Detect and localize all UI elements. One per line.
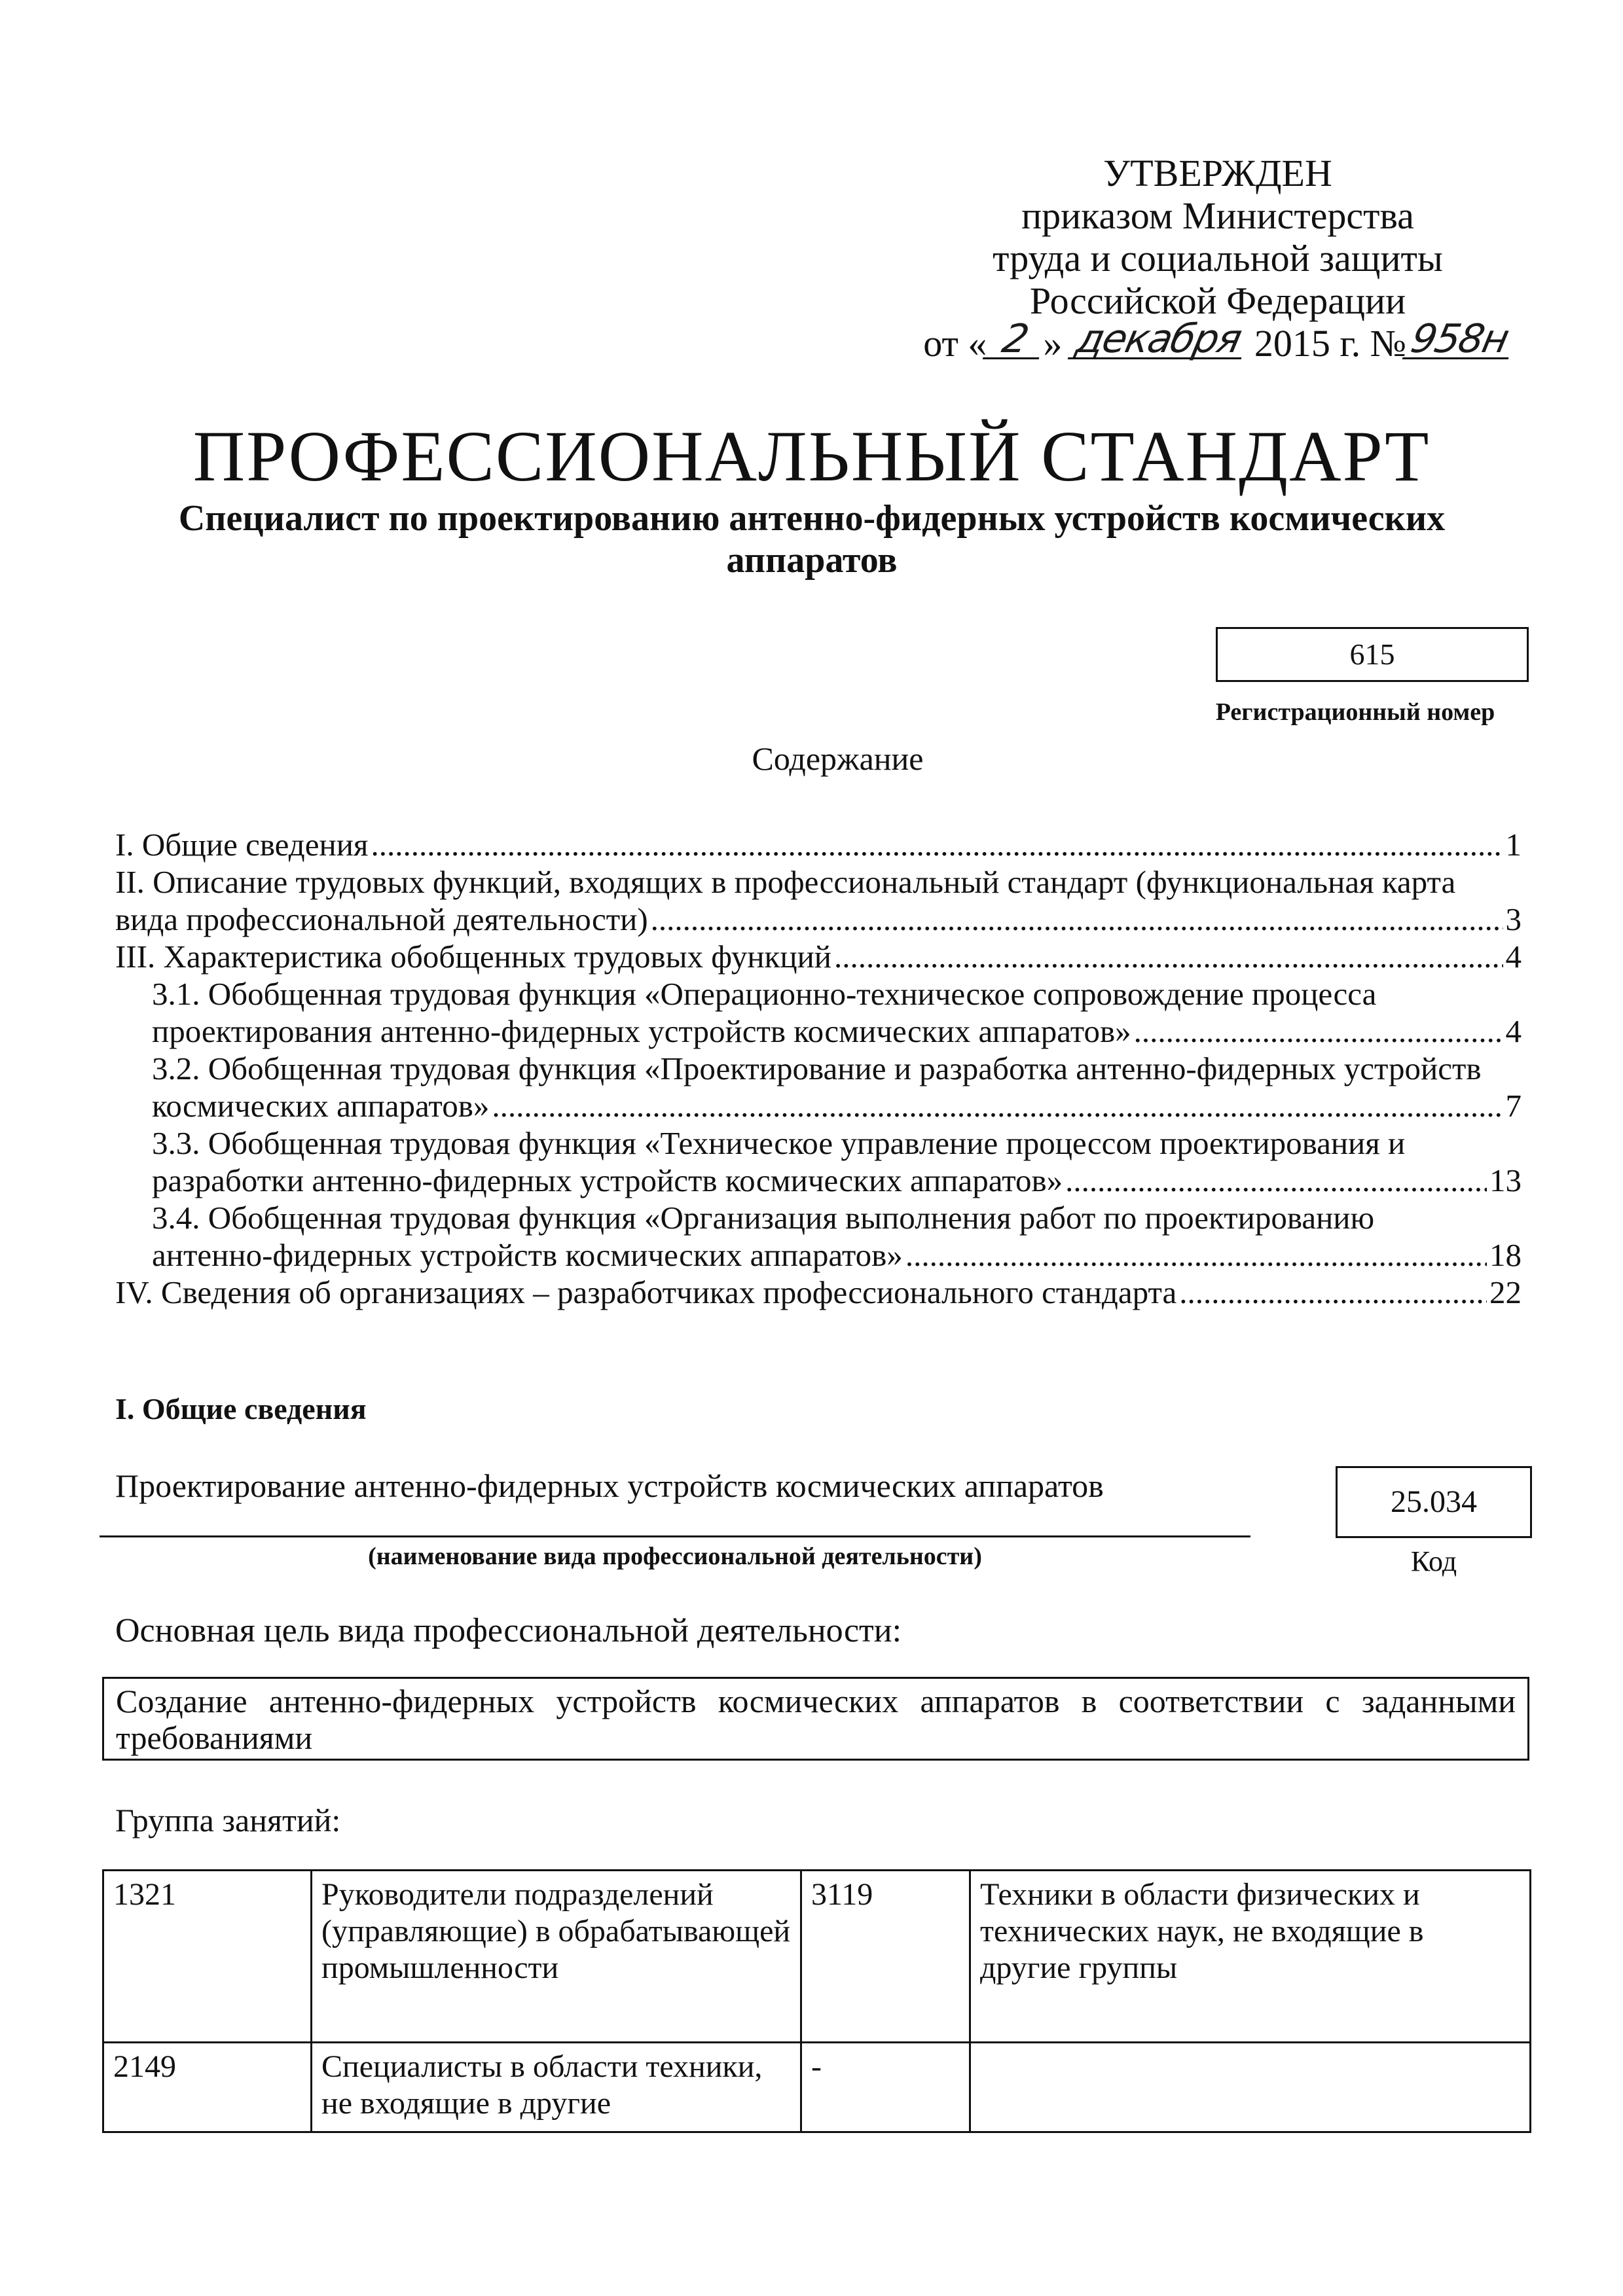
date-prefix: от « xyxy=(923,322,987,365)
approval-status: УТВЕРЖДЕН xyxy=(1103,152,1332,194)
toc-entry-text: III. Характеристика обобщенных трудовых функций xyxy=(115,939,832,975)
table-of-contents xyxy=(115,826,1522,1311)
occupation-name-cell: Техники в области физических и технических наук, не входящие в другие группы xyxy=(970,1871,1531,2043)
toc-leader-dots xyxy=(1065,1162,1487,1199)
document-subtitle: Специалист по проектированию антенно-фидерных устройств космических аппаратов xyxy=(178,498,1446,581)
occupation-name-cell xyxy=(970,2043,1531,2132)
registration-number-box: 615 xyxy=(1216,627,1529,682)
toc-leader-dots xyxy=(1134,1013,1503,1050)
toc-entry-page: 13 xyxy=(1489,1162,1522,1198)
toc-entry-text: I. Общие сведения xyxy=(115,827,369,863)
toc-leader-dots xyxy=(492,1087,1503,1124)
handwritten-day: 2 xyxy=(983,321,1048,359)
toc-entry[interactable] xyxy=(115,1124,1522,1199)
occupation-name-text: Специалисты в области техники, не входящие в другие xyxy=(321,2049,763,2121)
toc-entry-page: 4 xyxy=(1505,939,1522,975)
section-heading: I. Общие сведения xyxy=(115,1392,367,1426)
approval-ministry-line: труда и социальной защиты xyxy=(993,237,1443,279)
toc-entry[interactable] xyxy=(115,1199,1522,1274)
toc-leader-dots xyxy=(905,1236,1487,1274)
toc-entry-text: антенно-фидерных устройств космических аппаратов» xyxy=(152,1237,903,1273)
activity-name: Проектирование антенно-фидерных устройств космических аппаратов xyxy=(115,1467,1104,1504)
toc-entry-page: 22 xyxy=(1489,1274,1522,1310)
table-row xyxy=(103,2043,1531,2132)
toc-entry-text: проектирования антенно-фидерных устройств космических аппаратов» xyxy=(152,1013,1131,1049)
goal-label: Основная цель вида профессиональной деятельности: xyxy=(115,1612,902,1649)
approval-date-line xyxy=(910,316,1525,365)
toc-entry-page: 3 xyxy=(1505,901,1522,937)
activity-code-box: 25.034 xyxy=(1336,1466,1532,1538)
toc-entry-text: космических аппаратов» xyxy=(152,1088,490,1124)
toc-heading: Содержание xyxy=(752,740,924,777)
activity-caption: (наименование вида профессиональной деятельности) xyxy=(368,1543,982,1570)
approval-order-line: приказом Министерства xyxy=(1021,194,1414,237)
toc-entry-first-line: 3.4. Обобщенная трудовая функция «Организация выполнения работ по проектированию xyxy=(152,1200,1375,1236)
document-title: ПРОФЕССИОНАЛЬНЫЙ СТАНДАРТ xyxy=(192,416,1431,496)
occupation-name-cell xyxy=(312,2043,801,2132)
toc-entry-page: 7 xyxy=(1505,1088,1522,1124)
activity-code-caption: Код xyxy=(1410,1545,1457,1577)
toc-entry-page: 18 xyxy=(1489,1237,1522,1273)
handwritten-order-number: 958н xyxy=(1402,321,1516,359)
toc-entry[interactable] xyxy=(115,826,1522,863)
occupation-group-table xyxy=(102,1869,1531,2133)
goal-text-box: Создание антенно-фидерных устройств космических аппаратов в соответствии с заданными требованиями xyxy=(102,1677,1529,1761)
registration-number-caption: Регистрационный номер xyxy=(1215,698,1495,726)
toc-entry-first-line: 3.3. Обобщенная трудовая функция «Техническое управление процессом проектирования и xyxy=(152,1125,1406,1161)
activity-underline xyxy=(100,1535,1250,1537)
occupation-name-cell: Руководители подразделений (управляющие) в обрабатывающей промышленности xyxy=(312,1871,801,2043)
toc-leader-dots xyxy=(1179,1274,1487,1311)
toc-entry-text: разработки антенно-фидерных устройств космических аппаратов» xyxy=(152,1162,1063,1198)
toc-entry-text: вида профессиональной деятельности) xyxy=(115,901,648,937)
toc-entry-first-line: II. Описание трудовых функций, входящих в профессиональный стандарт (функциональная карта xyxy=(115,864,1456,900)
occupation-code-cell: 1321 xyxy=(103,1871,312,2043)
toc-entry-page: 4 xyxy=(1505,1013,1522,1049)
toc-entry-first-line: 3.1. Обобщенная трудовая функция «Операционно-техническое сопровождение процесса xyxy=(152,976,1377,1012)
toc-entry-first-line: 3.2. Обобщенная трудовая функция «Проектирование и разработка антенно-фидерных устройств xyxy=(152,1050,1482,1086)
toc-entry[interactable] xyxy=(115,975,1522,1050)
occupation-code-cell: 3119 xyxy=(801,1871,970,2043)
toc-entry[interactable] xyxy=(115,1274,1522,1311)
approval-country-line: Российской Федерации xyxy=(1029,279,1406,322)
occupation-code-cell: - xyxy=(801,2043,970,2132)
date-year: 2015 г. № xyxy=(1254,322,1407,365)
date-mid: » xyxy=(1043,322,1063,365)
toc-entry-page: 1 xyxy=(1505,827,1522,863)
toc-entry[interactable] xyxy=(115,938,1522,975)
occupation-code-cell: 2149 xyxy=(103,2043,312,2132)
toc-leader-dots xyxy=(834,938,1503,975)
toc-entry[interactable] xyxy=(115,863,1522,938)
toc-leader-dots xyxy=(651,901,1503,938)
toc-entry[interactable] xyxy=(115,1050,1522,1124)
handwritten-month: декабря xyxy=(1068,321,1249,359)
toc-leader-dots xyxy=(371,826,1503,863)
occupation-group-label: Группа занятий: xyxy=(115,1802,341,1839)
approval-block xyxy=(910,152,1525,365)
table-row xyxy=(103,1871,1531,2043)
toc-entry-text: IV. Сведения об организациях – разработчиках профессионального стандарта xyxy=(115,1274,1177,1310)
